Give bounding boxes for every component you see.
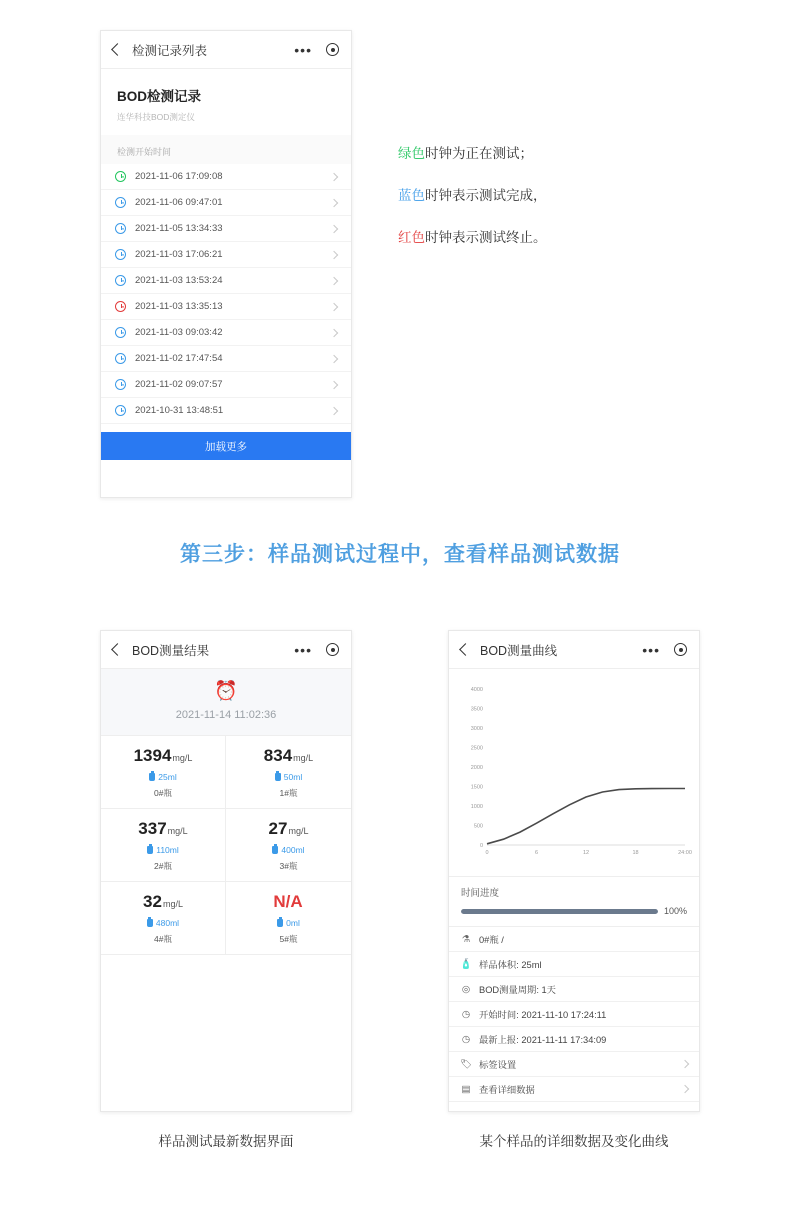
result-timestamp: 2021-11-14 11:02:36 [175,709,277,721]
result-value-wrap [101,746,225,766]
measure-curve-title: BOD测量曲线 [480,643,558,658]
result-value: 1394 [133,746,172,765]
result-cell[interactable] [101,736,226,809]
chevron-right-icon [330,276,338,284]
legend-color-word-green: 绿色 [398,146,425,161]
record-time: 2021-11-05 13:34:33 [135,223,223,234]
clock-icon [115,301,126,312]
curve-info-rows [449,927,699,1102]
chevron-right-icon [330,172,338,180]
more-options-icon[interactable]: ••• [642,641,660,658]
result-bottle-name: 4#瓶 [154,934,172,944]
legend-text-red: 时钟表示测试终止。 [425,230,547,245]
clock-icon [115,249,126,260]
table-row[interactable] [101,346,351,372]
curve-svg [453,677,695,867]
list-item [449,1002,699,1027]
svg-text:12: 12 [582,850,590,856]
info-text: 样品体积: 25ml [479,960,542,970]
result-value-wrap [226,892,351,912]
chevron-right-icon [330,250,338,258]
clock-icon [115,197,126,208]
svg-text:0: 0 [485,850,489,856]
result-cell[interactable] [226,736,351,809]
clock-icon [115,405,126,416]
measure-result-panel [100,630,352,1112]
result-bottle-name: 3#瓶 [279,861,298,871]
result-volume-wrap [226,772,351,782]
measure-result-header [101,631,351,669]
record-list-title: 检测记录列表 [132,43,208,58]
bottle-icon [147,846,153,854]
result-volume-wrap [101,845,225,855]
svg-text:1000: 1000 [470,804,483,810]
table-row[interactable] [101,398,351,424]
svg-text:1500: 1500 [470,784,483,791]
result-value: 27 [268,819,288,838]
svg-text:2500: 2500 [470,745,483,752]
chevron-right-icon [330,328,338,336]
table-row[interactable] [101,372,351,398]
list-item [449,1027,699,1052]
cycle-icon: ◎ [461,983,471,995]
chevron-right-icon [681,1085,689,1093]
time-progress-block [449,876,699,927]
legend-color-word-red: 红色 [398,230,425,245]
result-unit: mg/L [172,753,193,763]
result-volume: 480ml [155,918,180,928]
measure-curve-header [449,631,699,669]
bottle-icon [275,773,281,781]
back-icon[interactable] [111,43,124,56]
record-subheading: 连华科技BOD测定仪 [117,112,195,122]
svg-text:0: 0 [479,843,483,849]
result-volume-wrap [226,918,351,928]
info-text: 开始时间: 2021-11-10 17:24:11 [479,1010,607,1020]
chevron-right-icon [330,380,338,388]
chevron-right-icon [330,406,338,414]
record-time: 2021-10-31 13:48:51 [135,405,224,416]
bottle-icon [272,846,278,854]
record-title-block [101,69,351,135]
result-volume: 25ml [158,772,177,782]
result-cell[interactable] [226,809,351,882]
clock-icon [115,379,126,390]
tag-icon: 🏷 [460,1058,473,1070]
result-cell[interactable] [101,882,226,955]
result-bottle-name: 2#瓶 [154,861,172,871]
record-list-panel [100,30,352,498]
clock-icon [115,353,126,364]
chevron-right-icon [681,1060,689,1068]
result-cell[interactable] [226,882,351,955]
record-heading: BOD检测记录 [117,89,201,104]
result-value-wrap [226,746,351,766]
legend-color-word-blue: 蓝色 [398,188,425,203]
clock-icon [115,223,126,234]
time-progress-label: 时间进度 [461,888,500,899]
legend-block [398,142,698,268]
record-time: 2021-11-03 13:53:24 [135,275,223,286]
record-time: 2021-11-06 17:09:08 [135,171,223,182]
record-time: 2021-11-03 13:35:13 [135,301,223,312]
caption-left: 样品测试最新数据界面 [158,1134,294,1149]
table-row[interactable] [101,216,351,242]
clock-icon [115,327,126,338]
flask-icon: ⚗ [461,933,471,945]
clock-icon [115,275,126,286]
chevron-right-icon [330,198,338,206]
load-more-button[interactable]: 加载更多 [101,432,351,460]
list-icon: ▤ [461,1083,471,1095]
result-volume-wrap [101,918,225,928]
result-cell[interactable] [101,809,226,882]
svg-text:4000: 4000 [470,687,483,693]
caption-right: 某个样品的详细数据及变化曲线 [479,1134,669,1149]
record-time: 2021-11-02 17:47:54 [135,353,223,364]
legend-line-green [398,142,698,162]
legend-line-blue [398,184,698,204]
bottle-icon: 🧴 [460,958,472,970]
result-bottle-name: 1#瓶 [279,788,298,798]
view-detail-data-row[interactable] [449,1077,699,1102]
more-options-icon[interactable]: ••• [294,41,312,58]
record-time: 2021-11-06 09:47:01 [135,197,223,208]
chevron-right-icon [330,302,338,310]
info-text: 最新上报: 2021-11-11 17:34:09 [479,1035,607,1045]
info-text: 查看详细数据 [479,1085,535,1095]
alarm-clock-icon: ⏰ [214,681,238,702]
chevron-right-icon [330,354,338,362]
record-rows [101,164,351,424]
result-value-wrap [226,819,351,839]
result-bottle-name: 0#瓶 [154,788,172,798]
record-time: 2021-11-02 09:07:57 [135,379,223,390]
tag-settings-row[interactable] [449,1052,699,1077]
record-list-header [101,31,351,69]
target-icon[interactable] [326,643,339,656]
progress-percent: 100% [663,906,687,916]
result-value-wrap [101,892,225,912]
step-heading: 第三步：样品测试过程中，查看样品测试数据 [180,543,620,566]
result-timestamp-block [101,669,351,736]
legend-text-green: 时钟为正在测试； [425,146,533,161]
legend-text-blue: 时钟表示测试完成， [425,188,547,203]
measure-curve-panel [448,630,700,1112]
table-row[interactable] [101,320,351,346]
bottle-icon [149,773,155,781]
svg-text:500: 500 [473,823,483,830]
result-volume: 50ml [283,772,303,782]
record-time: 2021-11-03 17:06:21 [135,249,223,260]
list-item [449,952,699,977]
record-section-label: 检测开始时间 [101,135,351,164]
bottle-icon [147,919,153,927]
clock-icon: ◷ [461,1008,471,1020]
result-unit: mg/L [293,753,314,763]
chevron-right-icon [330,224,338,232]
legend-line-red [398,226,698,246]
info-text: BOD测量周期: 1天 [479,985,556,995]
progress-bar [461,909,658,914]
measure-result-title: BOD测量结果 [132,643,210,658]
target-icon[interactable] [674,643,687,656]
table-row[interactable] [101,294,351,320]
result-volume: 0ml [286,918,300,928]
result-volume-wrap [101,772,225,782]
clock-icon: ◷ [461,1033,471,1045]
result-unit: mg/L [162,899,183,909]
svg-text:18: 18 [632,850,639,856]
result-unit: mg/L [167,826,188,836]
result-grid [101,736,351,955]
result-bottle-name: 5#瓶 [279,934,298,944]
result-value: N/A [273,892,303,911]
result-volume-wrap [226,845,351,855]
svg-text:3500: 3500 [470,706,483,713]
bottle-icon [277,919,283,927]
result-value: 337 [138,819,167,838]
list-item [449,977,699,1002]
result-value: 834 [263,746,293,765]
target-icon[interactable] [326,43,339,56]
table-row[interactable] [101,164,351,190]
more-options-icon[interactable]: ••• [294,641,312,658]
svg-text:3000: 3000 [470,726,483,732]
clock-icon [115,171,126,182]
table-row[interactable] [101,242,351,268]
svg-text:6: 6 [534,850,539,856]
result-volume: 110ml [156,845,179,855]
bod-curve-chart [449,669,699,876]
info-text: 0#瓶 / [479,935,504,945]
list-item [449,927,699,952]
table-row[interactable] [101,268,351,294]
time-progress-row [461,906,687,916]
progress-bar-fill [461,909,658,914]
back-icon[interactable] [111,643,124,656]
info-text: 标签设置 [479,1060,517,1070]
back-icon[interactable] [459,643,472,656]
svg-text:2000: 2000 [470,765,483,771]
record-time: 2021-11-03 09:03:42 [135,327,223,338]
result-volume: 400ml [281,845,305,855]
result-value: 32 [143,892,162,911]
result-unit: mg/L [288,826,309,836]
table-row[interactable] [101,190,351,216]
svg-text:24:00: 24:00 [678,850,692,856]
result-value-wrap [101,819,225,839]
